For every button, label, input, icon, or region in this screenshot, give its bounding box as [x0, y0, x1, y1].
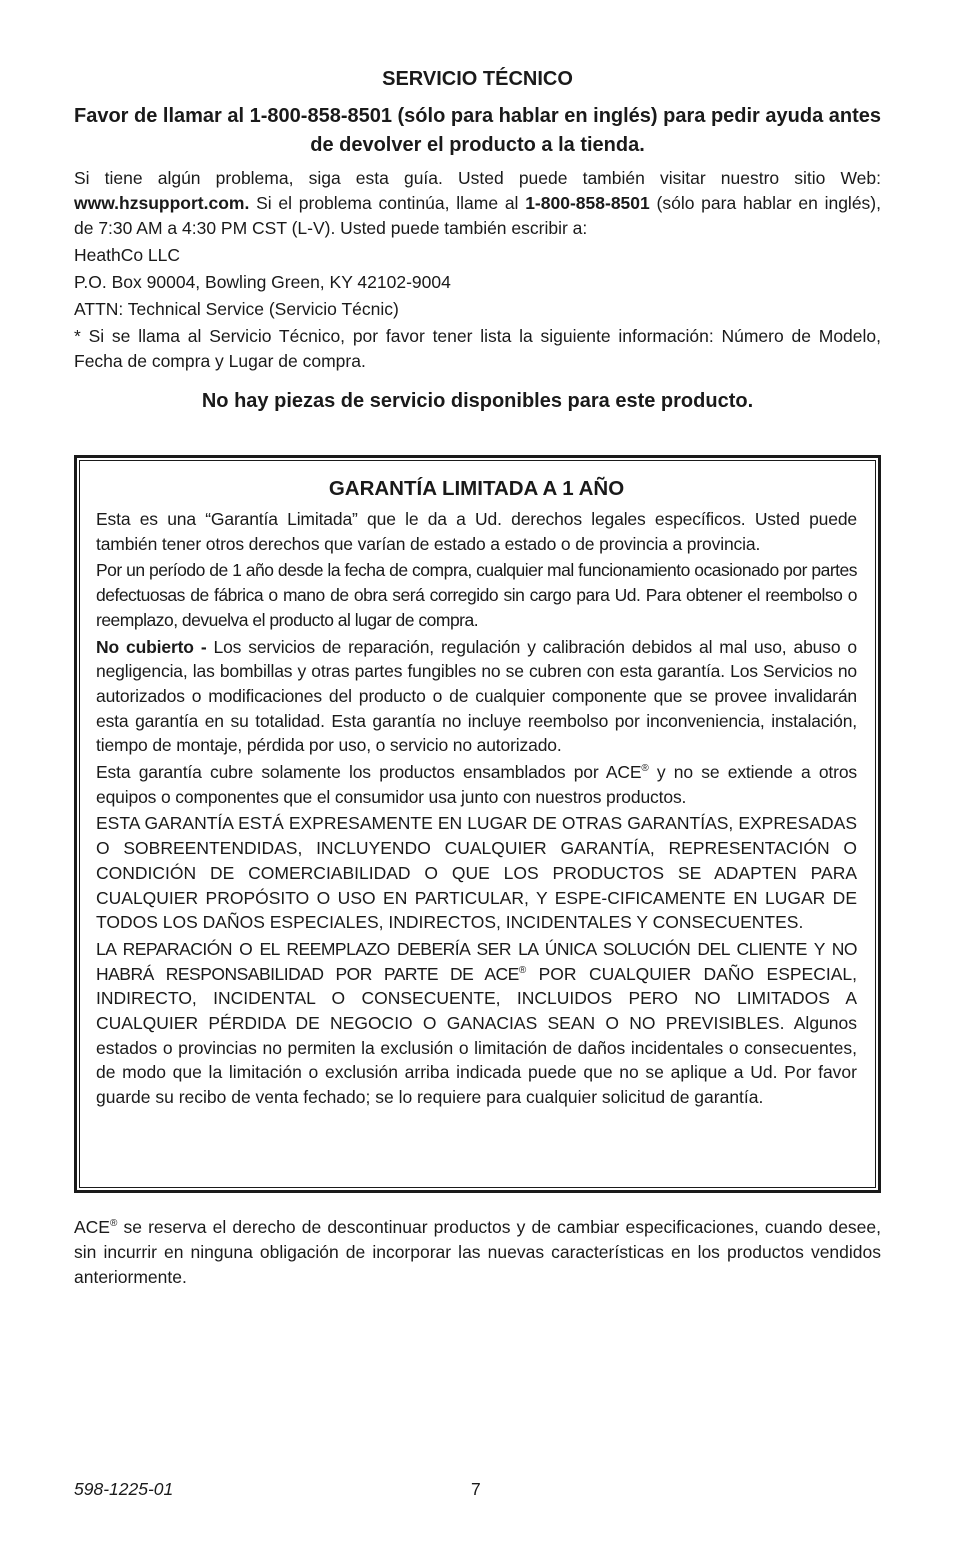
- warranty-box: [74, 455, 881, 1193]
- warranty-title: GARANTÍA LIMITADA A 1 AÑO: [328, 477, 625, 500]
- registered-mark: ®: [518, 964, 527, 976]
- address-line-2: P.O. Box 90004, Bowling Green, KY 42102-9004: [74, 272, 451, 292]
- ace-name: ACE: [74, 1217, 110, 1237]
- no-parts-notice: No hay piezas de servicio disponibles para este producto.: [201, 390, 754, 412]
- service-call-line: Favor de llamar al 1-800-858-8501 (sólo para hablar en inglés) para pedir ayuda antes de devolver el producto a la tienda.: [74, 105, 882, 156]
- address-line-1: HeathCo LLC: [74, 245, 181, 265]
- warranty-inner-frame: [79, 460, 876, 1188]
- document-number: 598-1225-01: [74, 1479, 174, 1499]
- ace-note-paragraph: [74, 1215, 881, 1290]
- p4-text-b: y no se extiende a otros equipos o componentes que el consumidor usa junto con nuestros productos.: [96, 762, 858, 807]
- service-info-note: * Si se llama al Servicio Técnico, por favor tener lista la siguiente información: Número de Modelo, Fecha de compra y Lugar de compra.: [74, 326, 881, 371]
- registered-mark: ®: [641, 763, 649, 775]
- warranty-paragraph-4: [96, 760, 857, 809]
- not-covered-text: Los servicios de reparación, regulación y calibración debidos al mal uso, abuso o negligencia, las bombillas y otras partes fungibles no se cubren con esta garantía. Los Servicios no autorizados o modificaciones del producto o de cualquier componente que se provee invalidarán esta garantía en su totalidad. Esta garantía no incluye reembolso por inconveniencia, instalación, tiempo de montaje, pérdida por uso, o servicio no autorizado.: [96, 636, 857, 756]
- service-section: [74, 66, 881, 414]
- not-covered-label: No cubierto -: [96, 636, 207, 657]
- ace-note-text: se reserva el derecho de descontinuar productos y de cambiar especificaciones, cuando desee, sin incurrir en ninguna obligación de incorporar las nuevas características en los productos vendidos anteriormente.: [74, 1217, 881, 1287]
- warranty-paragraph-2: Por un período de 1 año desde la fecha de compra, cualquier mal funcionamiento ocasionado por partes defectuosas de fábrica o mano de obra será corregido sin cargo para Ud. Para obtener el reembolso o reemplazo, devuelva el producto al lugar de compra.: [96, 560, 857, 630]
- service-intro-paragraph: [74, 166, 881, 241]
- intro-text-b: Si el problema continúa, llame al: [249, 193, 526, 213]
- warranty-paragraph-1: Esta es una “Garantía Limitada” que le da a Ud. derechos legales específicos. Usted puede también tener otros derechos que varían de estado a estado o de provincia a provincia.: [96, 509, 857, 554]
- phone-number: 1-800-858-8501: [525, 193, 650, 213]
- address-line-3: ATTN: Technical Service (Servicio Técnic): [74, 299, 399, 319]
- registered-mark: ®: [109, 1218, 118, 1230]
- page-number: 7: [471, 1479, 481, 1499]
- p4-text-a: Esta garantía cubre solamente los productos ensamblados por ACE: [96, 762, 642, 783]
- warranty-not-covered: [96, 635, 857, 759]
- p6-text-b: POR CUALQUIER DAÑO ESPECIAL, INDIRECTO, INCIDENTAL O CONSECUENTE, INCLUIDOS PERO NO LIMITADOS A CUALQUIER PÉRDIDA DE NEGOCIO O GANACIAS SEAN O NO PREVISIBLES. Algunos estados o provincias no permiten la exclusión o limitación de daños incidentales o consecuentes, de modo que la limitación o exclusión arriba indicada puede que no se aplique a Ud. Por favor guarde su recibo de venta fechado; se lo requiere para cualquier solicitud de garantía.: [96, 963, 857, 1108]
- warranty-limitation: [96, 937, 857, 1110]
- website-link[interactable]: www.hzsupport.com.: [74, 193, 250, 213]
- intro-text-c: (sólo para hablar en inglés), de 7:30 AM a 4:30 PM CST (L-V). Usted puede también escribir a:: [74, 193, 881, 238]
- ace-reservation-note: [74, 1215, 881, 1292]
- warranty-disclaimer: ESTA GARANTÍA ESTÁ EXPRESAMENTE EN LUGAR DE OTRAS GARANTÍAS, EXPRESADAS O SOBREENTENDIDAS, INCLUYENDO CUALQUIER GARANTÍA, REPRESENTACIÓN O CONDICIÓN DE COMERCIABILIDAD O QUE LOS PRODUCTOS SE ADAPTEN PARA CUALQUIER PROPÓSITO O USO EN PARTICULAR, Y ESPE-CIFICAMENTE EN LUGAR DE TODOS LOS DAÑOS ESPECIALES, INDIRECTOS, INCIDENTALES Y CONSECUENTES.: [96, 813, 857, 933]
- intro-text-a: Si tiene algún problema, siga esta guía. Usted puede también visitar nuestro sitio Web:: [74, 168, 881, 188]
- service-title: SERVICIO TÉCNICO: [382, 68, 573, 90]
- p6-text-a: LA REPARACIÓN O EL REEMPLAZO DEBERÍA SER LA ÚNICA SOLUCIÓN DEL CLIENTE Y NO HABRÁ RESPONSABILIDAD POR PARTE DE ACE: [96, 938, 857, 984]
